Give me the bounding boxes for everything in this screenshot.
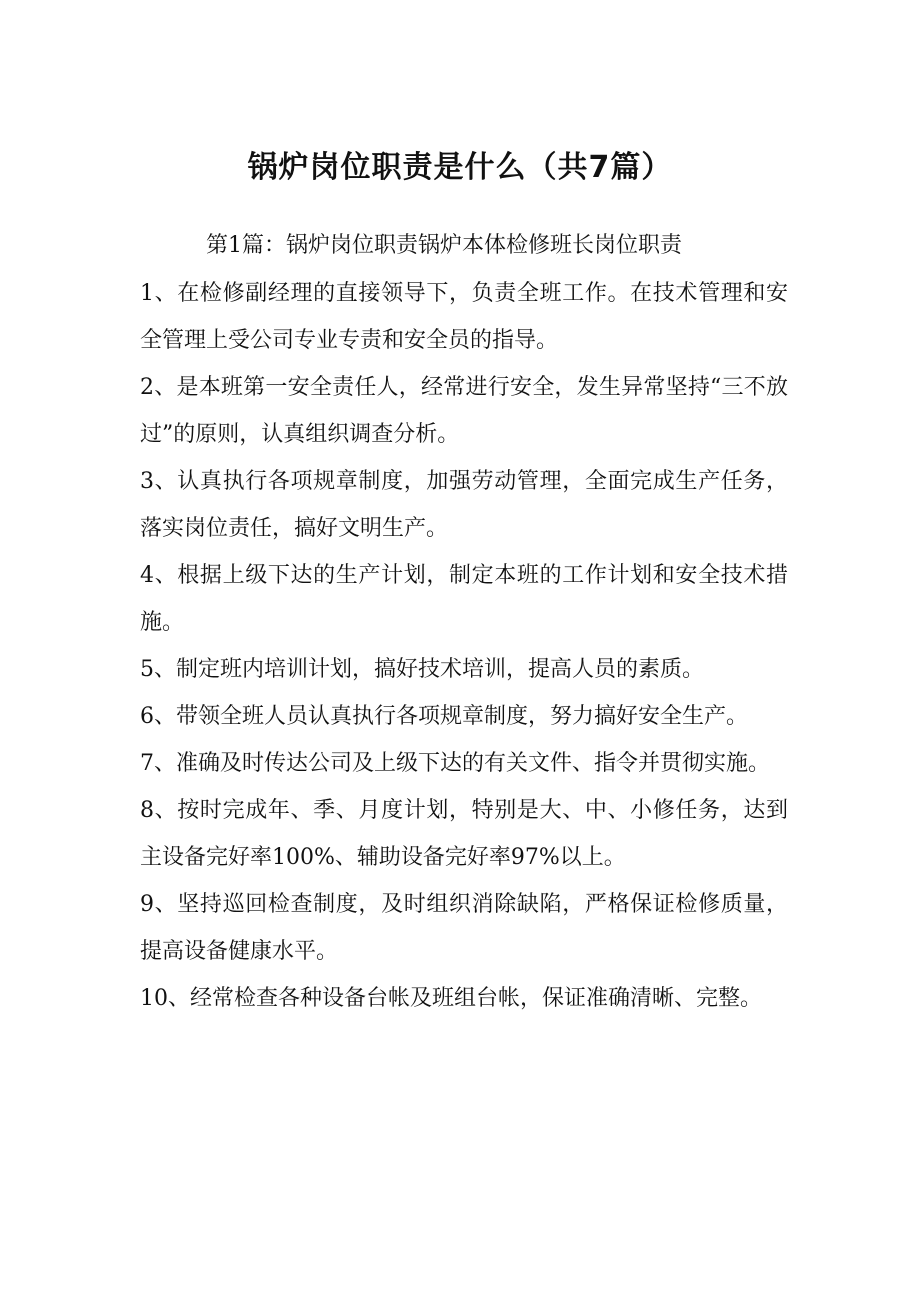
duty-item-3: 3、认真执行各项规章制度，加强劳动管理，全面完成生产任务，落实岗位责任，搞好文明生产。 xyxy=(140,469,788,541)
duty-item-10: 10、经常检查各种设备台帐及班组台帐，保证准确清晰、完整。 xyxy=(140,986,762,1011)
duty-item-8: 8、按时完成年、季、月度计划，特别是大、中、小修任务，达到主设备完好率100%、辅助设备完好率97%以上。 xyxy=(140,798,788,870)
section-title: 第1篇：锅炉岗位职责锅炉本体检修班长岗位职责 xyxy=(206,233,682,258)
duty-item-6: 6、带领全班人员认真执行各项规章制度，努力搞好安全生产。 xyxy=(140,704,748,729)
duty-item-5: 5、制定班内培训计划，搞好技术培训，提高人员的素质。 xyxy=(140,657,704,682)
duty-item-9: 9、坚持巡回检查制度，及时组织消除缺陷，严格保证检修质量，提高设备健康水平。 xyxy=(140,892,788,964)
duty-list xyxy=(140,270,788,1022)
document-title: 锅炉岗位职责是什么（共7篇） xyxy=(247,150,673,185)
duty-item-1: 1、在检修副经理的直接领导下，负责全班工作。在技术管理和安全管理上受公司专业专责和安全员的指导。 xyxy=(140,281,788,353)
duty-item-2: 2、是本班第一安全责任人，经常进行安全，发生异常坚持“三不放过”的原则，认真组织调查分析。 xyxy=(140,375,788,447)
duty-item-7: 7、准确及时传达公司及上级下达的有关文件、指令并贯彻实施。 xyxy=(140,751,770,776)
duty-item-4: 4、根据上级下达的生产计划，制定本班的工作计划和安全技术措施。 xyxy=(140,563,788,635)
